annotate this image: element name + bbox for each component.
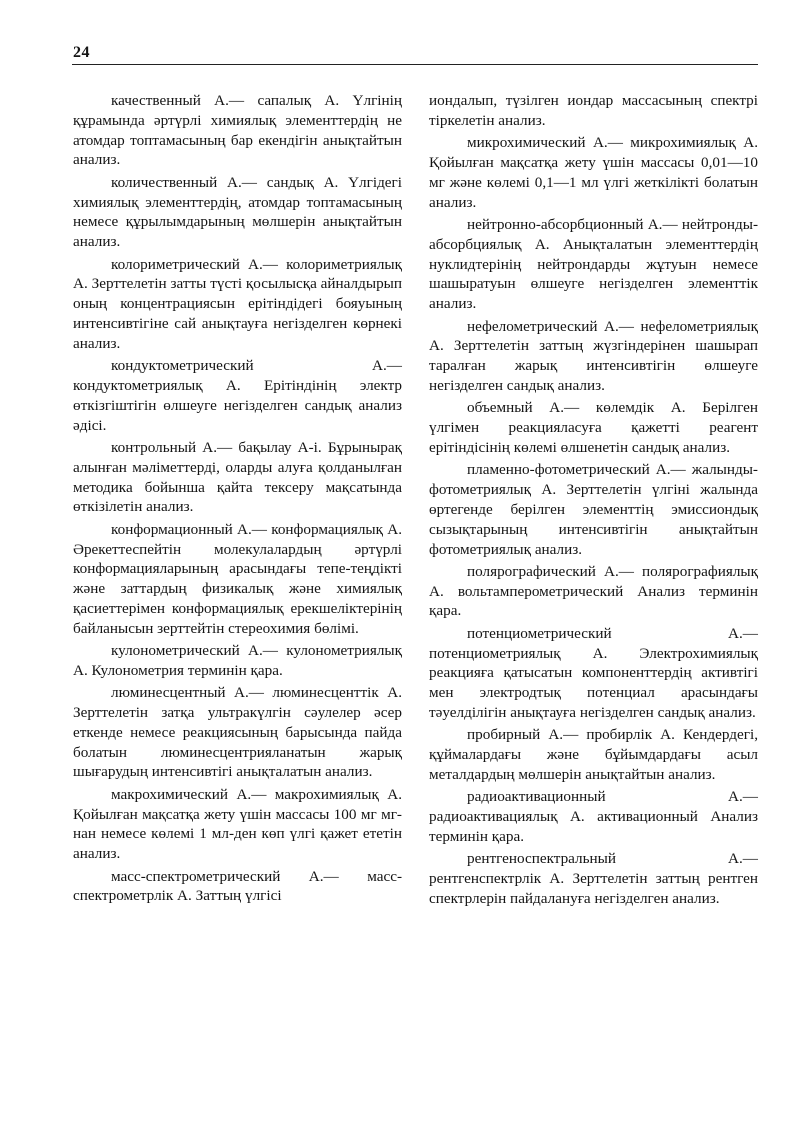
entry-term: радиоактивационный — [467, 788, 606, 806]
dictionary-entry — [73, 173, 402, 252]
entry-term: колориметрический — [111, 255, 240, 273]
left-column — [73, 91, 402, 909]
entry-definition: А.— колориметриялық А. Зерттелетін затты түсті қосылысқа айналдырып оның концентрациясын ерітіндідегі бояуының интенсивтігіне сай анықтауға негізделген көрнекі анализ. — [73, 255, 403, 352]
dictionary-entry — [429, 215, 758, 314]
entry-term: полярографический — [467, 562, 596, 580]
entry-definition: А.— полярографиялық А. вольтамперометрический Анализ терминін қара. — [429, 562, 759, 620]
dictionary-entry — [429, 133, 758, 212]
entry-term: объемный — [467, 399, 533, 417]
entry-definition: А.— потенциометриялық А. Электрохимиялық реакцияға қатысатын компоненттердің активтігі мен электродтық потенциал арасындағы тәуелділігін анықтауға негізделген сандық анализ. — [429, 624, 758, 722]
dictionary-entry — [73, 91, 402, 170]
entry-term: масс-спектрометрический — [111, 867, 281, 885]
dictionary-entry — [429, 562, 758, 621]
dictionary-entry — [429, 398, 758, 457]
entry-definition: А.— кондуктометриялық А. Ерітіндінің электр өткізгіштігін өлшеуге негізделген сандық анализ әдісі. — [73, 357, 402, 434]
entry-term: макрохимический — [111, 785, 229, 803]
dictionary-entry — [429, 725, 758, 784]
entry-term: люминесцентный — [111, 684, 226, 702]
entry-term: качественный — [111, 92, 201, 109]
dictionary-entry — [73, 356, 402, 435]
entry-term: кондуктометрический — [111, 357, 254, 375]
dictionary-entry — [73, 785, 402, 864]
header-rule — [72, 64, 758, 65]
dictionary-entry — [73, 641, 402, 681]
dictionary-entry — [429, 91, 758, 131]
entry-term: кулонометрический — [111, 642, 240, 660]
entry-term: контрольный — [111, 438, 197, 456]
right-column — [429, 91, 758, 911]
entry-term: нефелометрический — [467, 317, 598, 335]
dictionary-entry — [73, 255, 402, 354]
dictionary-entry — [429, 460, 758, 559]
entry-definition: А.— люминесценттік А. Зерттелетін затқа ультракүлгін сәулелер әсер еткенде немесе реакциясының барысында пайда болатын люминесцентрияланатын жарық шығарудың интенсивтігі анықталатын анализ. — [73, 684, 402, 781]
entry-definition: А.— бақылау А-і. Бұрынырақ алынған мәліметтерді, оларды алуға қолданылған методика бойынша қайта тексеру мақсатында өткізілетін анализ. — [73, 438, 402, 516]
dictionary-entry — [73, 867, 402, 907]
entry-term: нейтронно-абсорбционный — [467, 215, 644, 233]
page-number: 24 — [73, 44, 90, 61]
entry-definition: А.— конформациялық А. Әрекеттеспейтін молекулалардың әртүрлі конформацияларының арасындағы тепе-теңдікті және заттардың физикалық және химиялық қасиеттерімен конформациялық ерекшеліктерінің байланысын зерттейтін стереохимия бөлімі. — [73, 520, 402, 637]
entry-definition: А.— жалынды-фотометриялық А. Зерттелетін үлгіні жалында өртегенде берілген элементтің эмиссиондық сызықтарының интенсивтігін анықтайтын фотометриялық анализ. — [429, 461, 758, 558]
entry-definition: иондалып, түзілген иондар массасының спектрі тіркелетін анализ. — [429, 92, 758, 129]
entry-definition: А.— сапалық А. Үлгінің құрамында әртүрлі химиялық элементтердің не атомдар топтамасының бар екендігін анықтайтын анализ. — [73, 92, 402, 169]
entry-definition: А.— көлемдік А. Берілген үлгімен реакцияласуға қажетті реагент ерітіндісінің көлемі өлшенетін сандық анализ. — [429, 399, 758, 456]
dictionary-entry — [429, 317, 758, 396]
dictionary-entry — [73, 520, 402, 639]
entry-term: количественный — [111, 173, 218, 191]
entry-definition: А.— нефелометриялық А. Зерттелетін заттың жүзгіндерінен шашырап таралған жарық интенсивтігін өлшеуге негізделген сандық анализ. — [429, 317, 759, 394]
entry-definition: А.— сандық А. Үлгідегі химиялық элементтердің, атомдар топтамасының немесе құрылымдарының мөлшерін анықтайтын анализ. — [73, 173, 402, 251]
entry-definition: А.— пробирлік А. Кендердегі, құймалардағы және бұйымдардағы асыл металдардың мөлшерін анықтайтын анализ. — [429, 726, 758, 784]
entry-definition: А.— рентгенспектрлік А. Зерттелетін заттың рентген спектрлерін пайдалануға негізделген анализ. — [429, 850, 758, 908]
entry-term: потенциометрический — [467, 624, 612, 642]
dictionary-entry — [73, 683, 402, 782]
entry-definition: А.— радиоактивациялық А. активационный Анализ терминін қара. — [429, 788, 758, 846]
entry-term: пробирный — [467, 726, 541, 744]
entry-term: рентгеноспектральный — [467, 850, 617, 868]
entry-definition: А.— макрохимиялық А. Қойылған мақсатқа жету үшін массасы 100 мг мг-нан немесе көлемі 1 мл-ден көп үлгі қажет ететін анализ. — [73, 785, 402, 863]
entry-definition: А.— масс-спектрометрлік А. Заттың үлгісі — [73, 867, 402, 905]
dictionary-entry — [429, 849, 758, 908]
entry-term: пламенно-фотометрический — [467, 461, 650, 479]
entry-term: микрохимический — [467, 134, 586, 152]
entry-term: конформационный — [111, 520, 233, 538]
dictionary-entry — [429, 624, 758, 723]
entry-definition: А.— нейтронды-абсорбциялық А. Анықталатын элементтердің нуклидтерінің нейтрондарды жұтуын немесе шашыратуын өлшеуге негізделген элементтік анализ. — [429, 215, 758, 313]
dictionary-entry — [429, 787, 758, 846]
entry-definition: А.— кулонометриялық А. Кулонометрия терминін қара. — [73, 642, 402, 679]
entry-definition: А.— микрохимиялық А. Қойылған мақсатқа жету үшін массасы 0,01—10 мг және көлемі 0,1—1 мл үлгі жеткілікті болатын анализ. — [429, 134, 758, 211]
dictionary-entry — [73, 438, 402, 517]
